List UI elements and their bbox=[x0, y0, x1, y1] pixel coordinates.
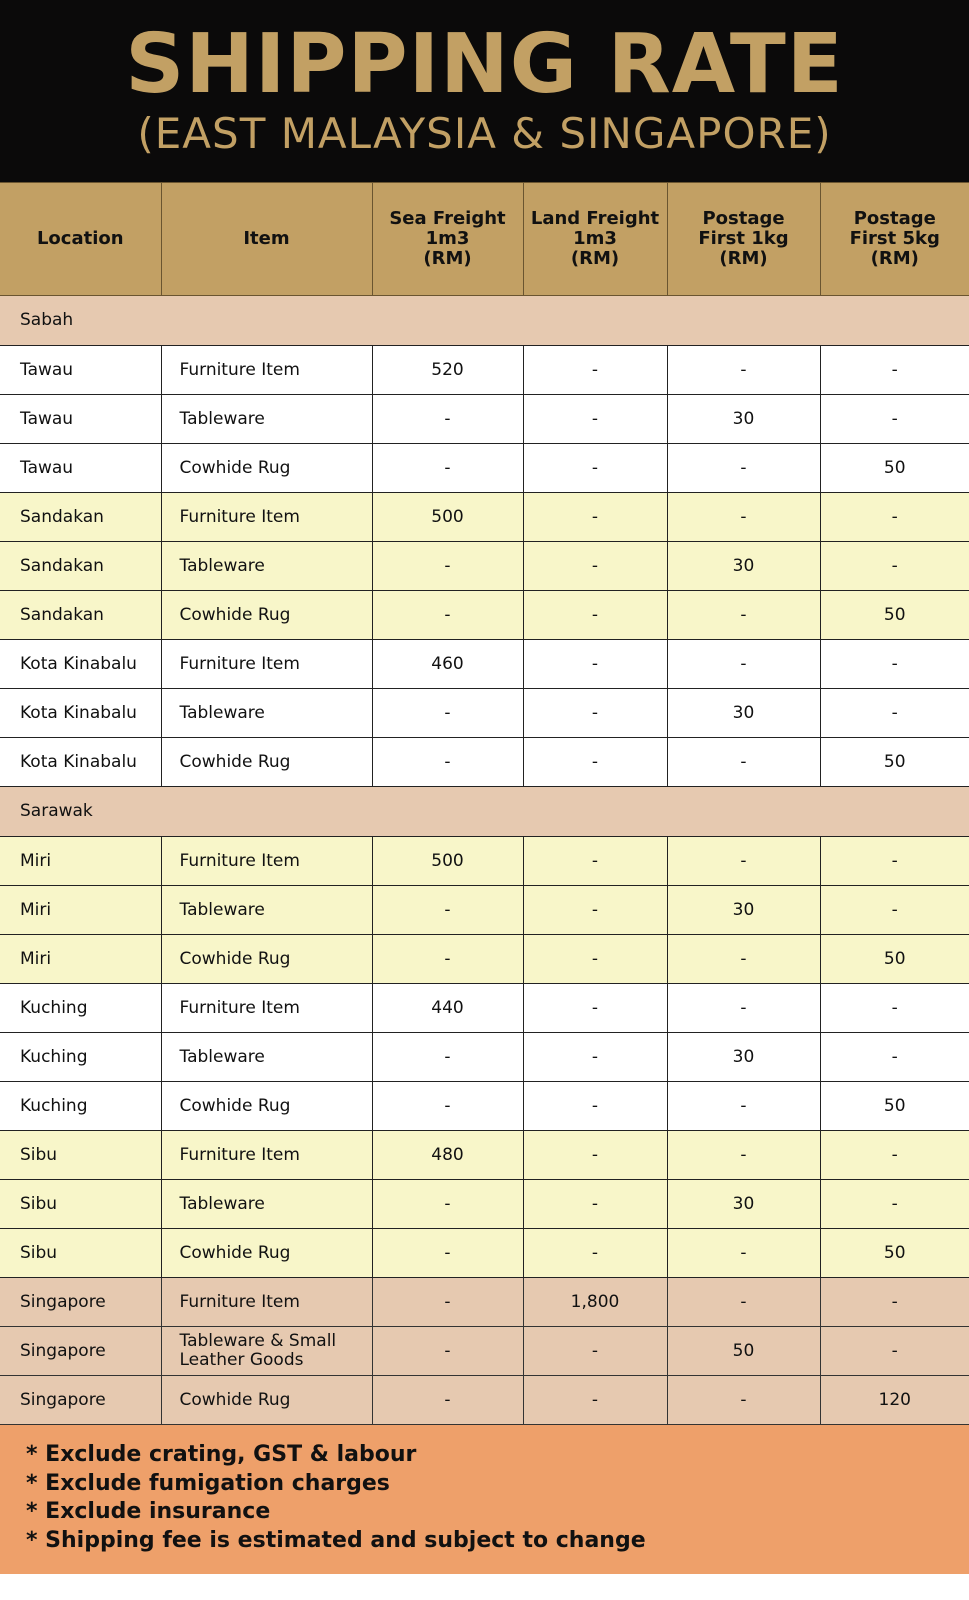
land-freight-cell: - bbox=[523, 935, 667, 984]
postage-1kg-cell: - bbox=[667, 640, 820, 689]
land-freight-cell: - bbox=[523, 444, 667, 493]
table-row bbox=[0, 1033, 969, 1082]
region-label: Sarawak bbox=[0, 787, 969, 837]
item-cell: Cowhide Rug bbox=[161, 1376, 372, 1425]
postage-1kg-cell: - bbox=[667, 346, 820, 395]
region-label: Sabah bbox=[0, 296, 969, 346]
postage-5kg-cell: - bbox=[820, 346, 969, 395]
location-cell: Sibu bbox=[0, 1229, 161, 1278]
table-row bbox=[0, 1229, 969, 1278]
column-header-postage-5kg: Postage First 5kg (RM) bbox=[820, 183, 969, 296]
table-row bbox=[0, 444, 969, 493]
land-freight-cell: - bbox=[523, 591, 667, 640]
region-group-row bbox=[0, 787, 969, 837]
sea-freight-cell: - bbox=[372, 1082, 523, 1131]
postage-5kg-cell: - bbox=[820, 640, 969, 689]
table-row bbox=[0, 346, 969, 395]
postage-5kg-cell: 50 bbox=[820, 591, 969, 640]
table-row bbox=[0, 1376, 969, 1425]
location-cell: Kota Kinabalu bbox=[0, 689, 161, 738]
note-crating: * Exclude crating, GST & labour bbox=[26, 1442, 417, 1467]
note-fumigation: * Exclude fumigation charges bbox=[26, 1470, 390, 1496]
item-cell: Cowhide Rug bbox=[161, 935, 372, 984]
note-insurance: * Exclude insurance bbox=[26, 1499, 271, 1524]
postage-5kg-cell: 50 bbox=[820, 1082, 969, 1131]
location-cell: Singapore bbox=[0, 1278, 161, 1327]
postage-5kg-cell: - bbox=[820, 984, 969, 1033]
postage-1kg-cell: - bbox=[667, 1229, 820, 1278]
location-cell: Singapore bbox=[0, 1376, 161, 1425]
postage-5kg-cell: 120 bbox=[820, 1376, 969, 1425]
postage-5kg-cell: - bbox=[820, 1278, 969, 1327]
sea-freight-cell: - bbox=[372, 1278, 523, 1327]
sea-freight-cell: 520 bbox=[372, 346, 523, 395]
postage-1kg-cell: - bbox=[667, 984, 820, 1033]
postage-5kg-cell: 50 bbox=[820, 1229, 969, 1278]
postage-1kg-cell: - bbox=[667, 738, 820, 787]
sea-freight-cell: - bbox=[372, 738, 523, 787]
location-cell: Sibu bbox=[0, 1131, 161, 1180]
postage-1kg-cell: 30 bbox=[667, 689, 820, 738]
sea-freight-cell: 500 bbox=[372, 493, 523, 542]
page-header bbox=[0, 0, 969, 182]
sea-freight-cell: - bbox=[372, 935, 523, 984]
location-cell: Miri bbox=[0, 837, 161, 886]
postage-5kg-cell: - bbox=[820, 542, 969, 591]
land-freight-cell: - bbox=[523, 1376, 667, 1425]
land-freight-cell: 1,800 bbox=[523, 1278, 667, 1327]
postage-1kg-cell: - bbox=[667, 837, 820, 886]
table-row bbox=[0, 738, 969, 787]
location-cell: Tawau bbox=[0, 395, 161, 444]
sea-freight-cell: - bbox=[372, 542, 523, 591]
land-freight-cell: - bbox=[523, 640, 667, 689]
location-cell: Miri bbox=[0, 886, 161, 935]
item-cell: Tableware bbox=[161, 1033, 372, 1082]
sea-freight-cell: - bbox=[372, 689, 523, 738]
sea-freight-cell: 460 bbox=[372, 640, 523, 689]
table-row bbox=[0, 1327, 969, 1376]
page-title: SHIPPING RATE bbox=[125, 17, 844, 112]
land-freight-cell: - bbox=[523, 738, 667, 787]
notes-section bbox=[0, 1425, 969, 1574]
postage-1kg-cell: - bbox=[667, 444, 820, 493]
sea-freight-cell: - bbox=[372, 395, 523, 444]
location-cell: Kota Kinabalu bbox=[0, 640, 161, 689]
location-cell: Miri bbox=[0, 935, 161, 984]
item-cell: Furniture Item bbox=[161, 493, 372, 542]
sea-freight-cell: 480 bbox=[372, 1131, 523, 1180]
item-cell: Cowhide Rug bbox=[161, 738, 372, 787]
table-row bbox=[0, 837, 969, 886]
postage-5kg-cell: - bbox=[820, 886, 969, 935]
location-cell: Kuching bbox=[0, 984, 161, 1033]
postage-5kg-cell: - bbox=[820, 1180, 969, 1229]
item-cell: Tableware bbox=[161, 395, 372, 444]
table-row bbox=[0, 689, 969, 738]
item-cell: Tableware bbox=[161, 886, 372, 935]
postage-5kg-cell: - bbox=[820, 1033, 969, 1082]
sea-freight-cell: - bbox=[372, 591, 523, 640]
postage-5kg-cell: 50 bbox=[820, 935, 969, 984]
column-header-postage-1kg: Postage First 1kg (RM) bbox=[667, 183, 820, 296]
item-cell: Tableware bbox=[161, 689, 372, 738]
table-body bbox=[0, 296, 969, 1425]
table-row bbox=[0, 1131, 969, 1180]
land-freight-cell: - bbox=[523, 542, 667, 591]
region-group-row bbox=[0, 296, 969, 346]
land-freight-cell: - bbox=[523, 493, 667, 542]
postage-1kg-cell: - bbox=[667, 935, 820, 984]
sea-freight-cell: - bbox=[372, 1033, 523, 1082]
postage-1kg-cell: 30 bbox=[667, 886, 820, 935]
sea-freight-cell: - bbox=[372, 1229, 523, 1278]
column-header-location: Location bbox=[0, 183, 161, 296]
postage-1kg-cell: - bbox=[667, 1278, 820, 1327]
column-header-item: Item bbox=[161, 183, 372, 296]
location-cell: Kuching bbox=[0, 1082, 161, 1131]
item-cell: Tableware & Small Leather Goods bbox=[161, 1327, 372, 1376]
sea-freight-cell: 440 bbox=[372, 984, 523, 1033]
sea-freight-cell: - bbox=[372, 1327, 523, 1376]
table-row bbox=[0, 886, 969, 935]
postage-1kg-cell: - bbox=[667, 1376, 820, 1425]
item-cell: Cowhide Rug bbox=[161, 1229, 372, 1278]
land-freight-cell: - bbox=[523, 346, 667, 395]
sea-freight-cell: - bbox=[372, 1180, 523, 1229]
land-freight-cell: - bbox=[523, 689, 667, 738]
land-freight-cell: - bbox=[523, 395, 667, 444]
land-freight-cell: - bbox=[523, 1180, 667, 1229]
table-row bbox=[0, 591, 969, 640]
postage-1kg-cell: 30 bbox=[667, 542, 820, 591]
item-cell: Furniture Item bbox=[161, 1278, 372, 1327]
item-cell: Furniture Item bbox=[161, 837, 372, 886]
location-cell: Singapore bbox=[0, 1327, 161, 1376]
postage-5kg-cell: 50 bbox=[820, 738, 969, 787]
postage-1kg-cell: 30 bbox=[667, 1180, 820, 1229]
postage-5kg-cell: - bbox=[820, 1131, 969, 1180]
postage-5kg-cell: - bbox=[820, 837, 969, 886]
table-row bbox=[0, 640, 969, 689]
table-row bbox=[0, 984, 969, 1033]
land-freight-cell: - bbox=[523, 1131, 667, 1180]
sea-freight-cell: - bbox=[372, 1376, 523, 1425]
postage-1kg-cell: - bbox=[667, 1082, 820, 1131]
table-row bbox=[0, 935, 969, 984]
sea-freight-cell: - bbox=[372, 444, 523, 493]
table-row bbox=[0, 1278, 969, 1327]
postage-5kg-cell: - bbox=[820, 395, 969, 444]
postage-5kg-cell: - bbox=[820, 493, 969, 542]
item-cell: Cowhide Rug bbox=[161, 444, 372, 493]
location-cell: Sandakan bbox=[0, 591, 161, 640]
postage-1kg-cell: - bbox=[667, 1131, 820, 1180]
location-cell: Kota Kinabalu bbox=[0, 738, 161, 787]
land-freight-cell: - bbox=[523, 1033, 667, 1082]
column-header-sea-freight: Sea Freight 1m3 (RM) bbox=[372, 183, 523, 296]
location-cell: Sandakan bbox=[0, 493, 161, 542]
item-cell: Tableware bbox=[161, 542, 372, 591]
table-row bbox=[0, 493, 969, 542]
location-cell: Tawau bbox=[0, 444, 161, 493]
item-cell: Furniture Item bbox=[161, 1131, 372, 1180]
item-cell: Furniture Item bbox=[161, 346, 372, 395]
location-cell: Kuching bbox=[0, 1033, 161, 1082]
item-cell: Cowhide Rug bbox=[161, 591, 372, 640]
item-cell: Furniture Item bbox=[161, 640, 372, 689]
postage-5kg-cell: 50 bbox=[820, 444, 969, 493]
item-cell: Cowhide Rug bbox=[161, 1082, 372, 1131]
land-freight-cell: - bbox=[523, 984, 667, 1033]
postage-1kg-cell: - bbox=[667, 493, 820, 542]
location-cell: Sandakan bbox=[0, 542, 161, 591]
postage-1kg-cell: 50 bbox=[667, 1327, 820, 1376]
sea-freight-cell: - bbox=[372, 886, 523, 935]
land-freight-cell: - bbox=[523, 1082, 667, 1131]
location-cell: Tawau bbox=[0, 346, 161, 395]
land-freight-cell: - bbox=[523, 837, 667, 886]
location-cell: Sibu bbox=[0, 1180, 161, 1229]
page-subtitle: (EAST MALAYSIA & SINGAPORE) bbox=[137, 109, 832, 158]
sea-freight-cell: 500 bbox=[372, 837, 523, 886]
table-row bbox=[0, 1082, 969, 1131]
postage-1kg-cell: 30 bbox=[667, 1033, 820, 1082]
land-freight-cell: - bbox=[523, 1229, 667, 1278]
note-estimate: * Shipping fee is estimated and subject to change bbox=[26, 1527, 646, 1553]
item-cell: Furniture Item bbox=[161, 984, 372, 1033]
land-freight-cell: - bbox=[523, 1327, 667, 1376]
item-cell: Tableware bbox=[161, 1180, 372, 1229]
shipping-rate-table bbox=[0, 182, 969, 1425]
table-row bbox=[0, 395, 969, 444]
postage-5kg-cell: - bbox=[820, 1327, 969, 1376]
table-header-row bbox=[0, 183, 969, 296]
postage-1kg-cell: 30 bbox=[667, 395, 820, 444]
land-freight-cell: - bbox=[523, 886, 667, 935]
column-header-land-freight: Land Freight 1m3 (RM) bbox=[523, 183, 667, 296]
postage-5kg-cell: - bbox=[820, 689, 969, 738]
table-row bbox=[0, 542, 969, 591]
table-row bbox=[0, 1180, 969, 1229]
postage-1kg-cell: - bbox=[667, 591, 820, 640]
